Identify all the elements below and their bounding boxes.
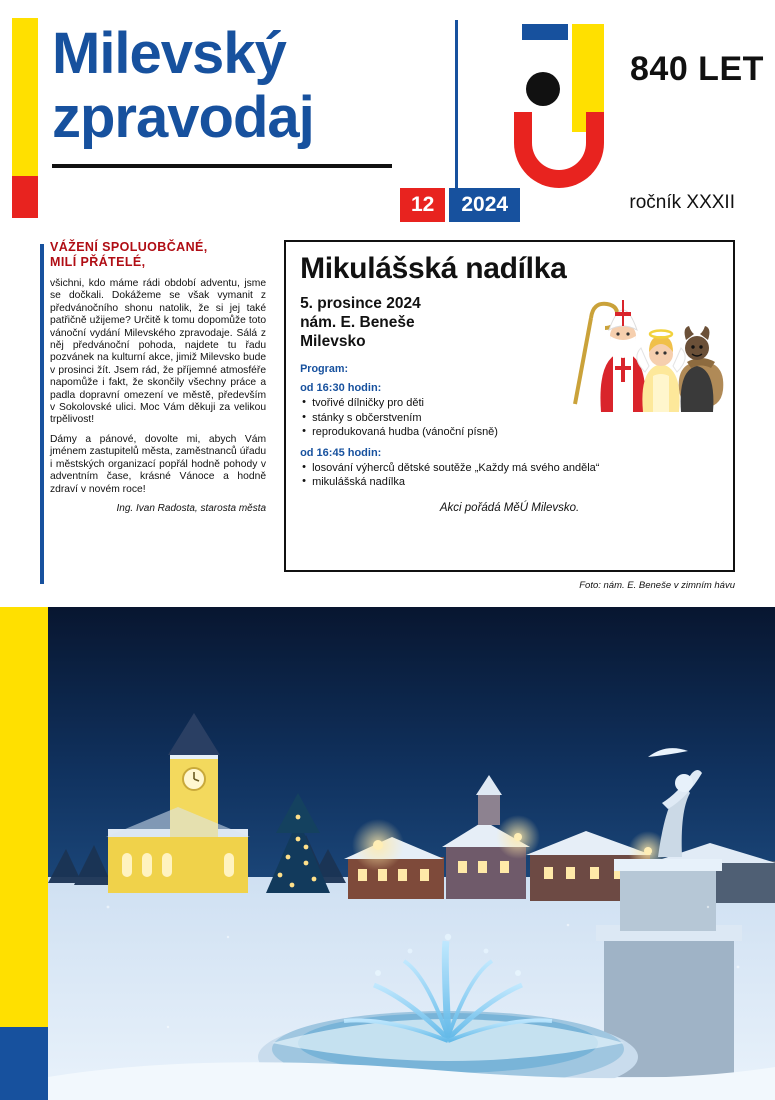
program-item-list (300, 396, 719, 440)
logo-red-arc (514, 112, 604, 188)
editorial-paragraph: Dámy a pánové, dovolte mi, abych Vám jménem zastupitelů města, zaměstnanců úřadu i městských organizací popřál hodně pohody v adventním čase, krásné Vánoce a hodně zdraví v novém roce! (50, 433, 267, 495)
issue-year: 2024 (449, 188, 520, 222)
content-area (0, 232, 775, 591)
logo-dot (526, 72, 560, 106)
photo-description (52, 1095, 95, 1096)
masthead (0, 0, 775, 232)
title-rule (52, 164, 392, 168)
mikulas-angel-devil-illustration-icon (557, 284, 725, 412)
program-item: • mikulášská nadílka (300, 475, 719, 490)
photo-caption: Foto: nám. E. Beneše v zimním hávu (579, 580, 735, 591)
editorial-heading-line-2: MILÍ PŘÁTELÉ, (50, 255, 146, 269)
red-bar (12, 176, 38, 218)
issue-month: 12 (400, 188, 445, 222)
yellow-bar (12, 18, 38, 176)
editorial-heading (50, 240, 266, 270)
editorial-paragraph: všichni, kdo máme rádi období adventu, jsme se dočkali. Dokážeme se však vymanit z předvánočního shonu natolik, že si jej také patřičně užijeme? Určitě k tomu dopomůže toto vánoční vydání Milevského zpravodaje. Sálá z něj předvánoční pohoda, najdete tu řadu pozvánek na kulturní akce, jimiž Milevsko bude v prosinci žít. Jsem rád, že příjemné atmosféře napomůže i fakt, že skončily všechny práce a padla dopravní omezení ve městě, především v Sokolovské ulici. Moc Vám děkuji za velikou trpělivost! (50, 278, 267, 426)
title-line-1: Milevský (52, 21, 286, 86)
cover-photo-area (0, 607, 775, 1100)
poster-title: Mikulášská nadílka (300, 252, 567, 285)
photo-blue-bar (0, 1027, 48, 1100)
poster-details (300, 294, 530, 351)
editorial-heading-line-1: VÁŽENÍ SPOLUOBČANÉ, (50, 240, 208, 254)
program-item: • losování výherců dětské soutěže „Každy má svého anděla“ (300, 461, 719, 476)
program-item: • stánky s občerstvením (300, 411, 719, 426)
photo-side-bars (0, 607, 48, 1100)
anniversary-label: 840 LET (630, 50, 764, 88)
program-item-list (300, 461, 719, 490)
program-label: Program: (300, 363, 349, 375)
program-item: • tvořivé dílničky pro děti (300, 396, 719, 411)
issue-badge (400, 188, 520, 222)
editorial-body (50, 278, 266, 496)
editorial-column (40, 240, 266, 572)
city-logo-icon (508, 24, 628, 164)
event-poster (284, 240, 735, 572)
poster-place-line-1: nám. E. Beneše (300, 314, 415, 331)
editorial-signature: Ing. Ivan Radosta, starosta města (116, 502, 267, 514)
poster-column (284, 240, 735, 591)
masthead-divider (455, 20, 458, 190)
title-line-2: zpravodaj (52, 85, 314, 150)
volume-label: ročník XXXII (629, 192, 735, 213)
poster-organizer: Akci pořádá MěÚ Milevsko. (439, 501, 580, 514)
photo-yellow-bar (0, 607, 48, 1027)
winter-square-photo (48, 607, 775, 1100)
poster-place-line-2: Milevsko (300, 333, 366, 350)
program-time: od 16:30 hodin: (300, 382, 382, 394)
program-item: • reprodukovaná hudba (vánoční písně) (300, 425, 719, 440)
program-time: od 16:45 hodin: (300, 446, 382, 459)
publication-title (52, 22, 442, 168)
poster-date: 5. prosince 2024 (300, 295, 421, 312)
masthead-color-bars (12, 18, 38, 218)
logo-blue-block (522, 24, 568, 40)
